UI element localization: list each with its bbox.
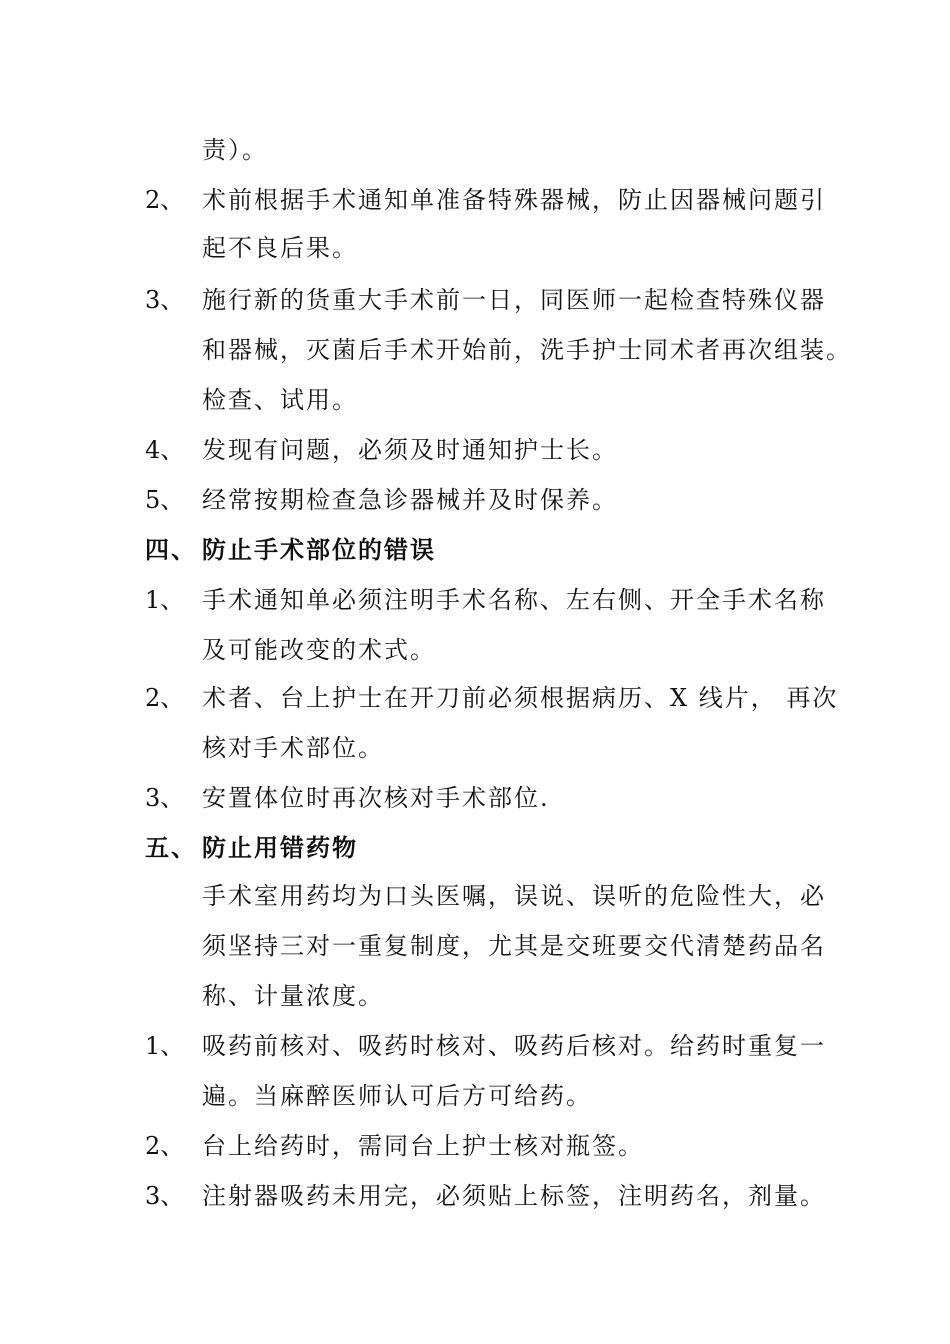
item-number: 1、 bbox=[145, 586, 185, 614]
item-number: 2、 bbox=[145, 1132, 185, 1160]
paragraph-line: 起不良后果。 bbox=[202, 234, 358, 262]
paragraph-line: 安置体位时再次核对手术部位. bbox=[202, 784, 550, 812]
paragraph-line: 和器械，灭菌后手术开始前，洗手护士同术者再次组装。 bbox=[202, 336, 852, 364]
section-heading: 防止手术部位的错误 bbox=[202, 535, 436, 564]
section-number: 五、 bbox=[145, 833, 197, 862]
paragraph-line: 核对手术部位。 bbox=[202, 734, 384, 762]
paragraph-line: 术前根据手术通知单准备特殊器械，防止因器械问题引 bbox=[202, 186, 826, 214]
paragraph-line: 注射器吸药未用完，必须贴上标签，注明药名，剂量。 bbox=[202, 1182, 826, 1210]
item-number: 3、 bbox=[145, 286, 185, 314]
section-heading: 防止用错药物 bbox=[202, 833, 358, 862]
item-number: 2、 bbox=[145, 684, 185, 712]
item-number: 2、 bbox=[145, 186, 185, 214]
paragraph-line: 施行新的货重大手术前一日，同医师一起检查特殊仪器 bbox=[202, 286, 826, 314]
paragraph-line: 及可能改变的术式。 bbox=[202, 636, 436, 664]
paragraph-line: 吸药前核对、吸药时核对、吸药后核对。给药时重复一 bbox=[202, 1032, 826, 1060]
paragraph-line: 术者、台上护士在开刀前必须根据病历、X 线片， 再次 bbox=[202, 684, 839, 712]
paragraph-line: 发现有问题，必须及时通知护士长。 bbox=[202, 436, 618, 464]
item-number: 5、 bbox=[145, 486, 185, 514]
section-number: 四、 bbox=[145, 535, 197, 564]
paragraph-line: 须坚持三对一重复制度，尤其是交班要交代清楚药品名 bbox=[202, 932, 826, 960]
paragraph-line: 责）。 bbox=[202, 136, 268, 164]
paragraph-line: 手术室用药均为口头医嘱，误说、误听的危险性大，必 bbox=[202, 882, 826, 910]
item-number: 3、 bbox=[145, 784, 185, 812]
paragraph-line: 手术通知单必须注明手术名称、左右侧、开全手术名称 bbox=[202, 586, 826, 614]
paragraph-line: 经常按期检查急诊器械并及时保养。 bbox=[202, 486, 618, 514]
paragraph-line: 遍。当麻醉医师认可后方可给药。 bbox=[202, 1082, 592, 1110]
item-number: 1、 bbox=[145, 1032, 185, 1060]
item-number: 4、 bbox=[145, 436, 185, 464]
paragraph-line: 检查、试用。 bbox=[202, 386, 358, 414]
paragraph-line: 称、计量浓度。 bbox=[202, 982, 384, 1010]
paragraph-line: 台上给药时，需同台上护士核对瓶签。 bbox=[202, 1132, 644, 1160]
item-number: 3、 bbox=[145, 1182, 185, 1210]
